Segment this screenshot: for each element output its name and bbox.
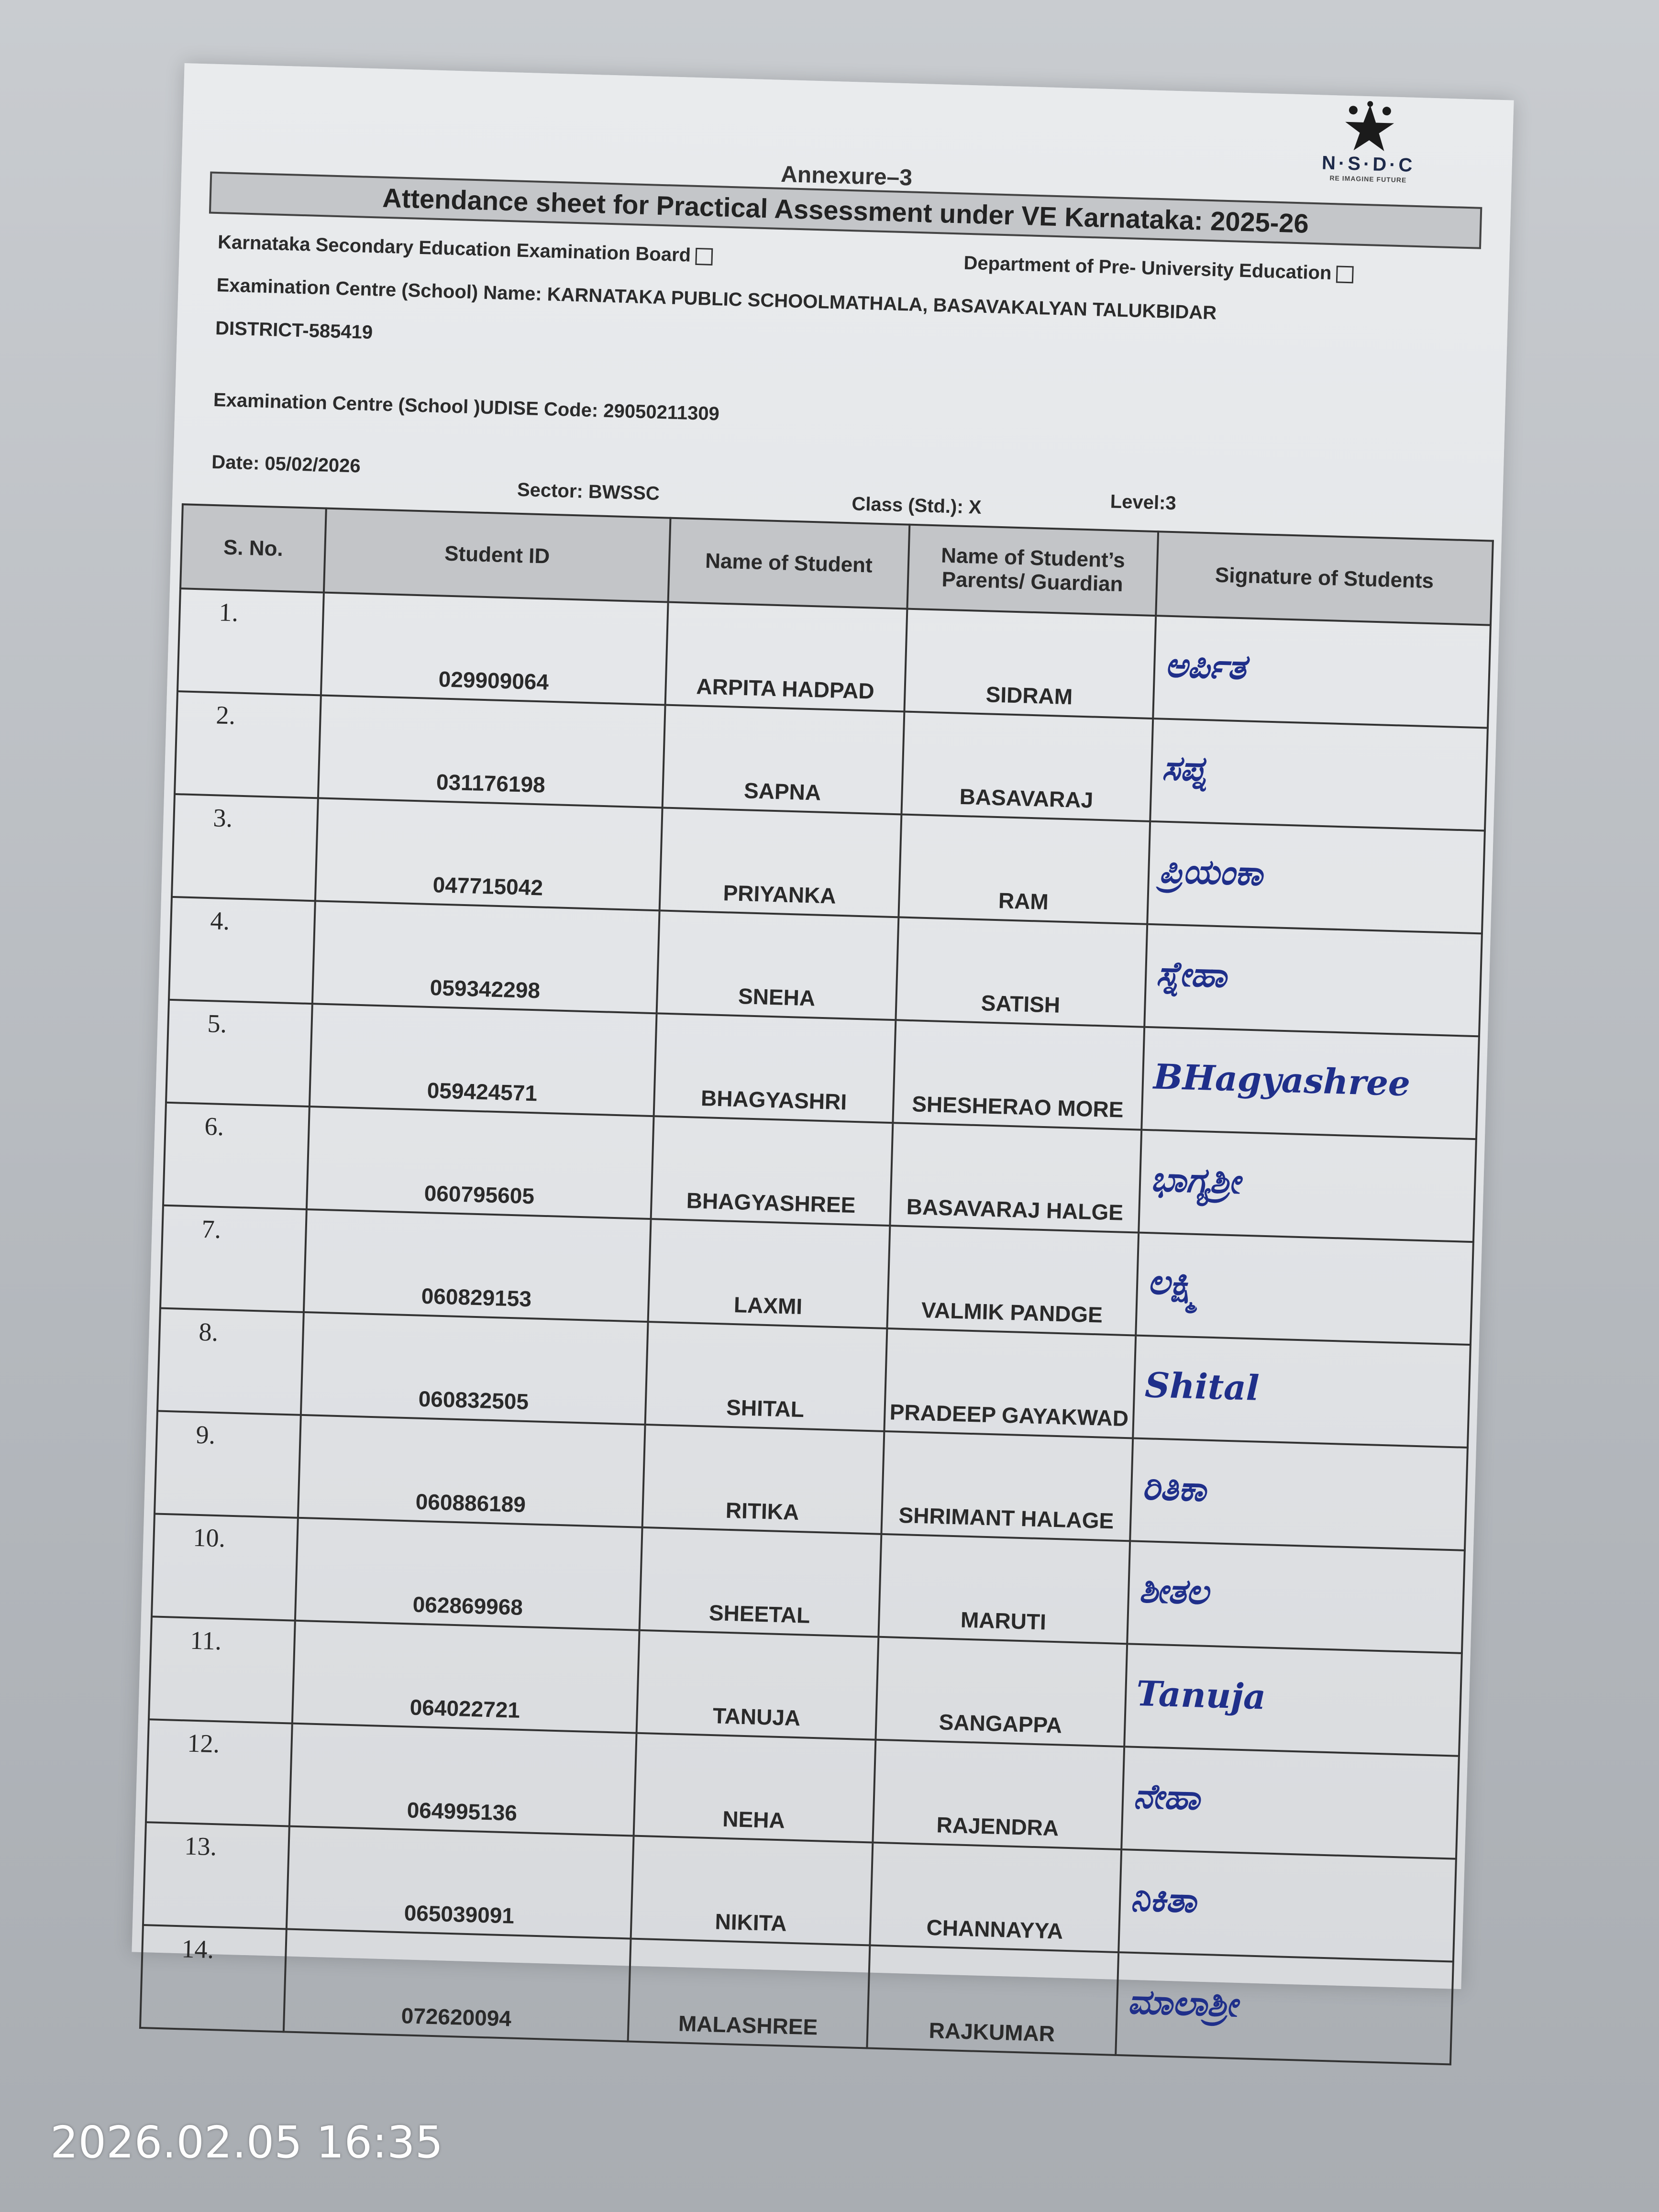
signature: ಅರ್ಪಿತ: [1164, 644, 1247, 687]
column-header-signature: Signature of Students: [1156, 531, 1493, 625]
level: Level:3: [1110, 491, 1177, 514]
guardian-name: SATISH: [896, 917, 1147, 1027]
signature: ಸಪ್ನ: [1161, 747, 1208, 789]
logo-tagline: RE IMAGINE FUTURE: [1329, 174, 1407, 184]
guardian-name: RAM: [898, 814, 1150, 924]
column-header-student-id: Student ID: [324, 509, 671, 602]
sector: Sector: BWSSC: [517, 479, 660, 505]
student-name: PRIYANKA: [660, 807, 902, 917]
serial-number: 6.: [163, 1103, 310, 1209]
serial-number: 10.: [152, 1514, 298, 1620]
student-id: 060829153: [304, 1209, 651, 1322]
student-name: ARPITA HADPAD: [665, 602, 907, 712]
column-header-guardian: Name of Student’s Parents/ Guardian: [907, 525, 1158, 616]
signature: ಮಾಲಾಶ್ರೀ: [1127, 1980, 1238, 2024]
student-name: RITIKA: [642, 1425, 885, 1534]
student-id: 031176198: [318, 695, 665, 807]
guardian-name: RAJKUMAR: [867, 1945, 1118, 2055]
attendance-table: [139, 503, 1494, 2065]
signature: ನಿಕಿತಾ: [1130, 1878, 1197, 1920]
signature-cell: [1130, 1438, 1468, 1550]
nsdc-logo: [1306, 100, 1433, 185]
class-std: Class (Std.): X: [851, 493, 982, 518]
guardian-name: CHANNAYYA: [870, 1843, 1121, 1952]
serial-number: 14.: [140, 1925, 287, 2032]
student-name: SHEETAL: [640, 1527, 882, 1637]
signature: Tanuja: [1136, 1672, 1267, 1717]
guardian-name: SHRIMANT HALAGE: [881, 1431, 1133, 1541]
nsdc-star-icon: [1333, 100, 1406, 155]
guardian-name: SHESHERAO MORE: [893, 1020, 1144, 1129]
student-name: LAXMI: [648, 1219, 890, 1328]
serial-number: 7.: [160, 1206, 307, 1312]
guardian-name: BASAVARAJ HALGE: [890, 1123, 1141, 1232]
serial-number: 13.: [143, 1822, 289, 1929]
attendance-sheet-paper: [132, 63, 1514, 2046]
udise-code: Examination Centre (School )UDISE Code: 29050211309: [213, 389, 720, 425]
serial-number: 11.: [149, 1616, 295, 1723]
signature-cell: [1147, 821, 1485, 933]
signature: BHagyashree: [1153, 1055, 1411, 1104]
student-id: 060886189: [298, 1415, 645, 1527]
student-id: 064995136: [289, 1724, 637, 1836]
signature-cell: [1139, 1130, 1476, 1242]
signature-cell: [1124, 1644, 1462, 1756]
signature: ಲಕ್ಷ್ಮಿ: [1147, 1261, 1200, 1303]
student-name: NIKITA: [631, 1836, 873, 1946]
guardian-name: SANGAPPA: [875, 1637, 1127, 1747]
district: DISTRICT-585419: [215, 317, 373, 343]
serial-number: 9.: [155, 1411, 301, 1517]
guardian-name: RAJENDRA: [873, 1740, 1124, 1849]
student-id: 072620094: [284, 1929, 631, 2041]
signature: ಭಾಗ್ಯಶ್ರೀ: [1150, 1158, 1241, 1201]
signature: ಪ್ರಿಯಂಕಾ: [1159, 850, 1263, 894]
signature: ಶೀತಲ: [1139, 1569, 1209, 1612]
guardian-name: PRADEEP GAYAKWAD: [884, 1328, 1136, 1438]
signature: ರಿತಿಕಾ: [1141, 1466, 1207, 1509]
student-id: 064022721: [292, 1621, 640, 1733]
guardian-name: MARUTI: [878, 1534, 1130, 1644]
student-name: BHAGYASHREE: [651, 1116, 893, 1226]
department-checkbox[interactable]: [1336, 266, 1354, 284]
signature-cell: [1118, 1849, 1456, 1961]
signature: Shital: [1144, 1364, 1260, 1408]
student-name: SNEHA: [657, 910, 899, 1020]
student-id: 062869968: [295, 1518, 642, 1630]
guardian-name: BASAVARAJ: [901, 712, 1153, 821]
student-id: 060795605: [307, 1106, 654, 1219]
department-label: Department of Pre- University Education: [963, 252, 1332, 284]
student-id: 059342298: [312, 901, 660, 1013]
serial-number: 8.: [157, 1308, 304, 1415]
serial-number: 3.: [172, 794, 318, 901]
board-checkbox[interactable]: [695, 248, 713, 265]
signature-cell: [1116, 1952, 1453, 2064]
serial-number: 1.: [177, 588, 324, 695]
photo-timestamp: 2026.02.05 16:35: [50, 2117, 443, 2168]
student-name: SHITAL: [645, 1322, 887, 1431]
student-id: 029909064: [321, 593, 668, 705]
signature-cell: [1121, 1747, 1459, 1858]
signature-cell: [1133, 1336, 1471, 1448]
student-name: TANUJA: [637, 1630, 879, 1740]
signature-cell: [1141, 1027, 1479, 1139]
student-name: SAPNA: [663, 705, 905, 815]
column-header-sno: S. No.: [180, 504, 326, 592]
signature-cell: [1136, 1233, 1473, 1345]
student-id: 060832505: [301, 1312, 648, 1425]
department-option: [963, 253, 1354, 285]
student-id: 059424571: [310, 1004, 657, 1116]
signature: ನೇಹಾ: [1133, 1775, 1201, 1818]
exam-date: Date: 05/02/2026: [211, 451, 361, 477]
student-name: MALASHREE: [628, 1939, 870, 2048]
student-id: 047715042: [315, 798, 663, 910]
signature: ಸ್ನೇಹಾ: [1156, 952, 1228, 995]
signature-cell: [1150, 719, 1488, 830]
annexure-label: Annexure–3: [780, 161, 913, 191]
centre-name: Examination Centre (School) Name: KARNATAKA PUBLIC SCHOOLMATHALA, BASAVAKALYAN TALUKBIDAR: [216, 275, 1217, 324]
guardian-name: SIDRAM: [904, 609, 1156, 719]
signature-cell: [1127, 1541, 1465, 1653]
board-option: [218, 232, 713, 267]
signature-cell: [1144, 924, 1482, 1036]
student-name: NEHA: [634, 1733, 876, 1843]
student-id: 065039091: [287, 1826, 634, 1939]
serial-number: 12.: [146, 1719, 292, 1826]
serial-number: 2.: [175, 691, 321, 798]
serial-number: 5.: [166, 1000, 312, 1106]
signature-cell: [1153, 616, 1491, 728]
page-title: Attendance sheet for Practical Assessment under VE Karnataka: 2025-26: [382, 182, 1309, 239]
student-name: BHAGYASHRI: [654, 1013, 896, 1123]
serial-number: 4.: [169, 897, 315, 1004]
guardian-name: VALMIK PANDGE: [887, 1226, 1139, 1335]
logo-text: N·S·D·C: [1321, 152, 1416, 176]
board-label: Karnataka Secondary Education Examination Board: [217, 232, 691, 266]
column-header-student-name: Name of Student: [668, 518, 910, 609]
